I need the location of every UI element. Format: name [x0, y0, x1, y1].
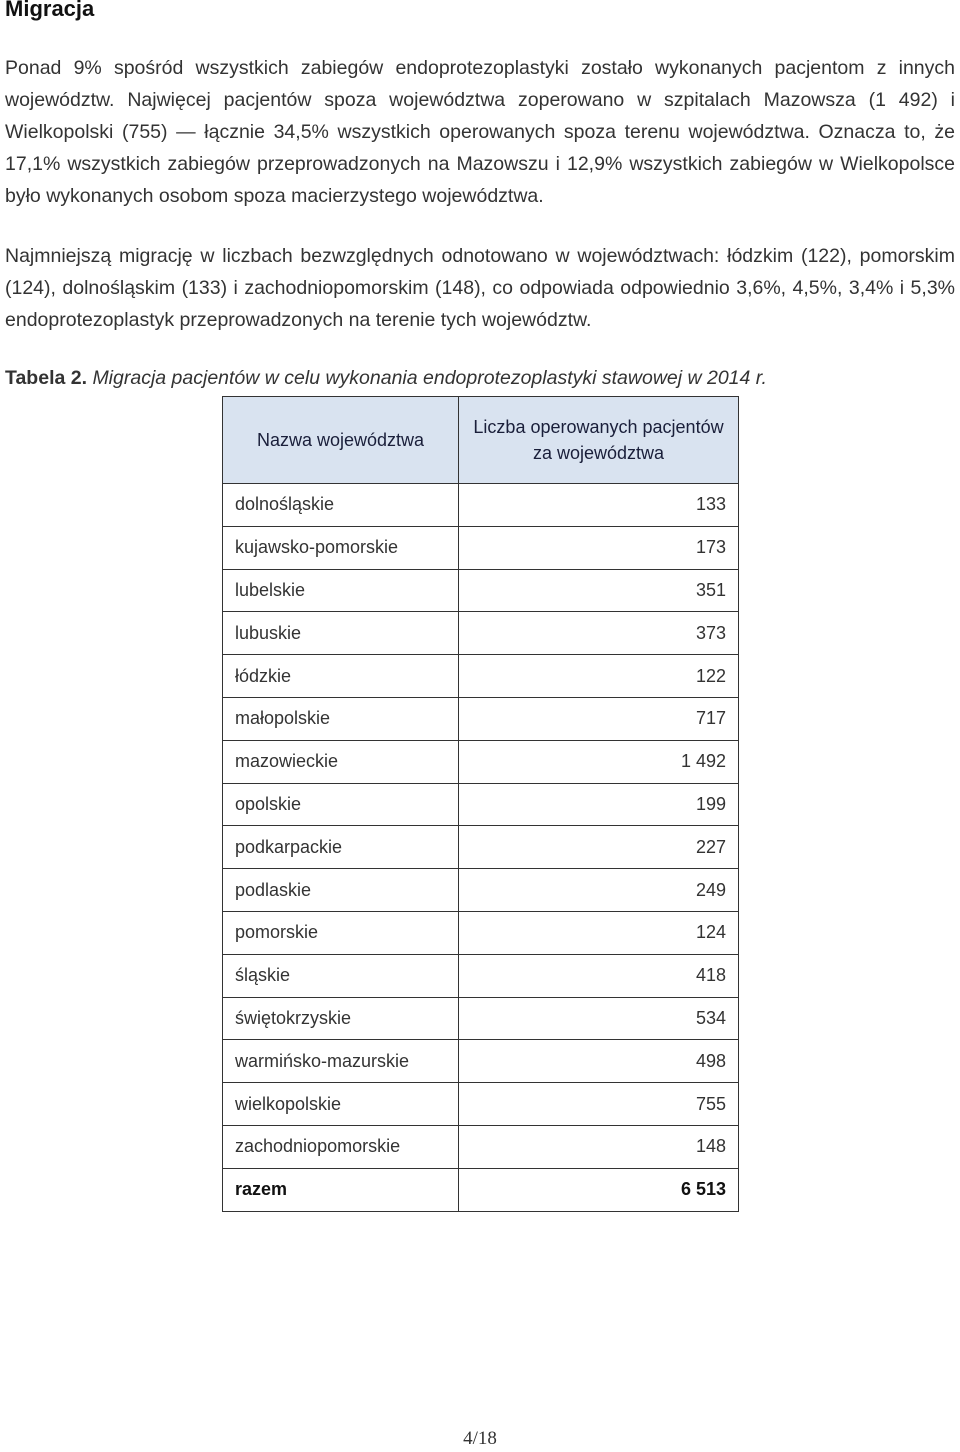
paragraph-smallest-migration: Najmniejszą migrację w liczbach bezwzględnych odnotowano w województwach: łódzkim (122), pomorskim (124), dolnośląskim (133) i zachodniopomorskim (148), co odpowiada odpowiednio 3,6%, 4,5%, 3,4% i 5,3% endoprotezoplastyk przeprowadzonych na terenie tych województw.	[5, 245, 955, 331]
table-header-row	[223, 397, 739, 484]
voivodeship-name-cell: śląskie	[223, 954, 459, 997]
voivodeship-name-cell: świętokrzyskie	[223, 997, 459, 1040]
section-heading: Migracja	[5, 0, 95, 21]
migration-table	[222, 396, 739, 1212]
voivodeship-name-cell: opolskie	[223, 783, 459, 826]
table-total-row	[223, 1168, 739, 1211]
voivodeship-name-cell: wielkopolskie	[223, 1083, 459, 1126]
table-caption	[5, 362, 767, 394]
table-row	[223, 1125, 739, 1168]
total-label-cell: razem	[223, 1168, 459, 1211]
table-caption-text: Migracja pacjentów w celu wykonania endoprotezoplastyki stawowej w 2014 r.	[92, 367, 767, 389]
voivodeship-name-cell: lubuskie	[223, 612, 459, 655]
table-row	[223, 1083, 739, 1126]
table-row	[223, 911, 739, 954]
patient-count-cell: 534	[459, 997, 739, 1040]
voivodeship-name-cell: dolnośląskie	[223, 484, 459, 527]
voivodeship-name-cell: podkarpackie	[223, 826, 459, 869]
header-voivodeship-name: Nazwa województwa	[223, 397, 459, 484]
patient-count-cell: 133	[459, 484, 739, 527]
patient-count-cell: 148	[459, 1125, 739, 1168]
patient-count-cell: 373	[459, 612, 739, 655]
patient-count-cell: 227	[459, 826, 739, 869]
patient-count-cell: 199	[459, 783, 739, 826]
voivodeship-name-cell: małopolskie	[223, 697, 459, 740]
table-row	[223, 484, 739, 527]
patient-count-cell: 498	[459, 1040, 739, 1083]
patient-count-cell: 717	[459, 697, 739, 740]
table-caption-label: Tabela 2.	[5, 367, 88, 389]
paragraph-migration-overview: Ponad 9% spośród wszystkich zabiegów endoprotezoplastyki zostało wykonanych pacjentom z innych województw. Najwięcej pacjentów spoza województwa zoperowano w szpitalach Mazowsza (1 492) i Wielkopolski (755) — łącznie 34,5% wszystkich operowanych spoza terenu województwa. Oznacza to, że 17,1% wszystkich zabiegów przeprowadzonych na Mazowszu i 12,9% wszystkich zabiegów w Wielkopolsce było wykonanych osobom spoza macierzystego województwa.	[5, 57, 955, 207]
voivodeship-name-cell: mazowieckie	[223, 740, 459, 783]
table-row	[223, 697, 739, 740]
voivodeship-name-cell: pomorskie	[223, 911, 459, 954]
table-row	[223, 526, 739, 569]
table-row	[223, 1040, 739, 1083]
table-row	[223, 826, 739, 869]
patient-count-cell: 351	[459, 569, 739, 612]
page-number: 4/18	[463, 1428, 497, 1449]
table-row	[223, 612, 739, 655]
total-count-cell: 6 513	[459, 1168, 739, 1211]
patient-count-cell: 124	[459, 911, 739, 954]
table-row	[223, 740, 739, 783]
table-row	[223, 655, 739, 698]
table-row	[223, 569, 739, 612]
patient-count-cell: 418	[459, 954, 739, 997]
patient-count-cell: 249	[459, 869, 739, 912]
table-row	[223, 997, 739, 1040]
patient-count-cell: 173	[459, 526, 739, 569]
voivodeship-name-cell: łódzkie	[223, 655, 459, 698]
patient-count-cell: 122	[459, 655, 739, 698]
patient-count-cell: 755	[459, 1083, 739, 1126]
table-row	[223, 783, 739, 826]
header-patient-count: Liczba operowanych pacjentów za województwa	[459, 397, 739, 484]
voivodeship-name-cell: warmińsko-mazurskie	[223, 1040, 459, 1083]
table-row	[223, 869, 739, 912]
voivodeship-name-cell: zachodniopomorskie	[223, 1125, 459, 1168]
voivodeship-name-cell: kujawsko-pomorskie	[223, 526, 459, 569]
voivodeship-name-cell: lubelskie	[223, 569, 459, 612]
voivodeship-name-cell: podlaskie	[223, 869, 459, 912]
table-row	[223, 954, 739, 997]
patient-count-cell: 1 492	[459, 740, 739, 783]
